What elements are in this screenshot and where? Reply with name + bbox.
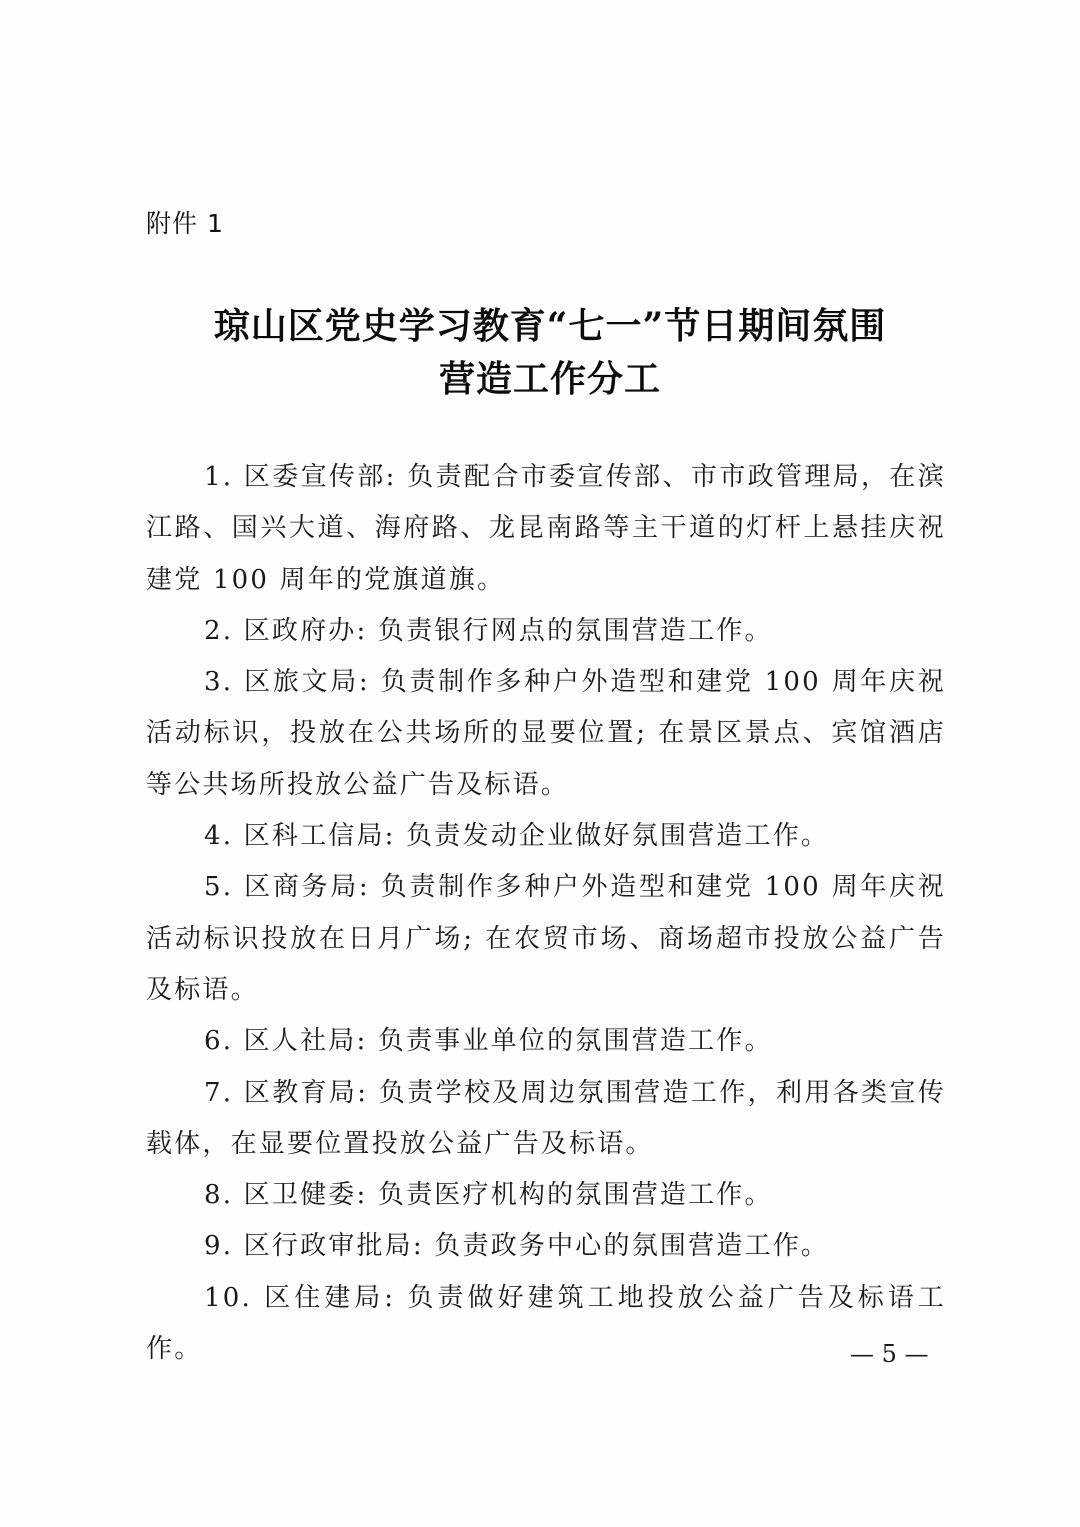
page-number: — 5 — (850, 1340, 929, 1368)
list-item: 2. 区政府办: 负责银行网点的氛围营造工作。 (204, 615, 773, 646)
list-item: 8. 区卫健委: 负责医疗机构的氛围营造工作。 (204, 1180, 773, 1211)
list-item: 4. 区科工信局: 负责发动企业做好氛围营造工作。 (204, 821, 830, 852)
document-title-line-2: 营造工作分工 (438, 358, 661, 400)
list-item: 3. 区旅文局: 负责制作多种户外造型和建党 100 周年庆祝活动标识，投放在公共场所的显要位置; 在景区景点、宾馆酒店等公共场所投放公益广告及标语。 (146, 667, 946, 800)
list-item: 10. 区住建局: 负责做好建筑工地投放公益广告及标语工作。 (146, 1282, 946, 1365)
document-title-line-1: 琼山区党史学习教育“七一”节日期间氛围 (213, 305, 887, 347)
list-item: 5. 区商务局: 负责制作多种户外造型和建党 100 周年庆祝活动标识投放在日月广场; 在农贸市场、商场超市投放公益广告及标语。 (146, 872, 946, 1005)
list-item: 6. 区人社局: 负责事业单位的氛围营造工作。 (204, 1026, 773, 1057)
list-item: 9. 区行政审批局: 负责政务中心的氛围营造工作。 (204, 1231, 830, 1262)
attachment-label: 附件 1 (146, 209, 224, 238)
document-body (146, 452, 946, 1375)
list-item: 7. 区教育局: 负责学校及周边氛围营造工作，利用各类宣传载体，在显要位置投放公益广告及标语。 (146, 1077, 946, 1159)
list-item: 1. 区委宣传部: 负责配合市委宣传部、市市政管理局，在滨江路、国兴大道、海府路、龙昆南路等主干道的灯杆上悬挂庆祝建党 100 周年的党旗道旗。 (146, 462, 946, 595)
